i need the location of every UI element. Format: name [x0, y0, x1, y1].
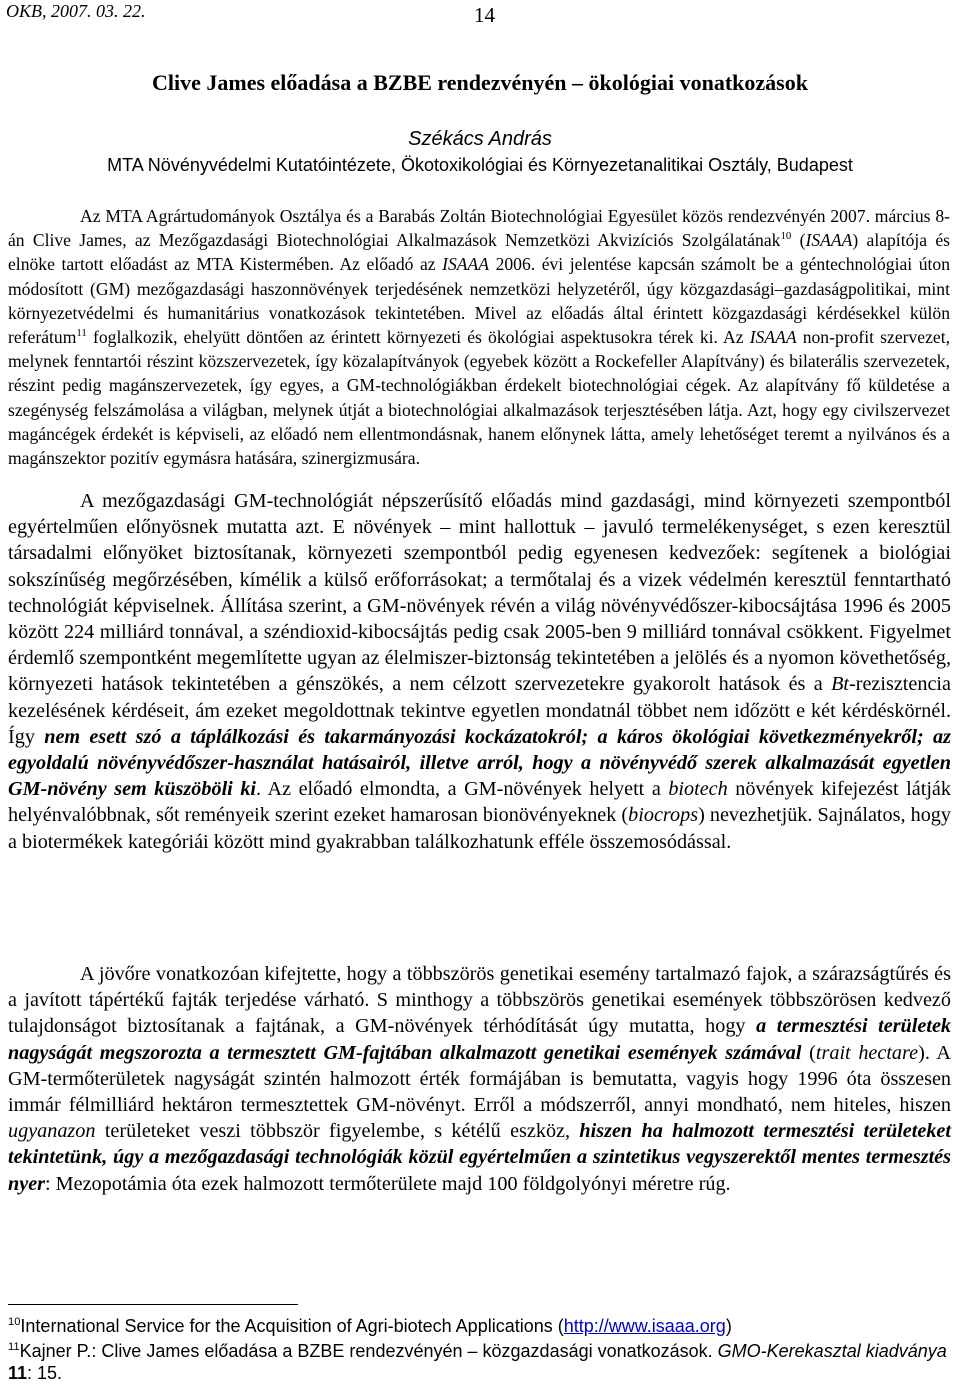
abstract-italic: ISAAA — [805, 230, 853, 251]
header-date: OKB, 2007. 03. 22. — [6, 1, 146, 21]
footnote-separator — [8, 1304, 298, 1305]
body-text: : Mezopotámia óta ezek halmozott termőterülete majd 100 földgolyónyi méretre rúg. — [45, 1172, 731, 1195]
footnote-number: 11 — [8, 1341, 20, 1353]
body-text: ( — [801, 1041, 816, 1064]
isaaa-link[interactable]: http://www.isaaa.org — [563, 1316, 726, 1336]
abstract-paragraph — [8, 204, 950, 470]
body-text: ) nevezhetjük. Sajnálatos, hogy a biotermékek kategóriái között mind gyakrabban találkozhatunk efféle összemosódással. — [8, 804, 951, 853]
body-text: ). A GM-termőterületek nagyságát szintén halmozott érték formájában is bemutatta, vagyis hogy 1996 óta összesen immár félmilliárd hektáron termesztettek GM-növényt. Erről a módszerről, annyi mondható, nem hiteles, hiszen — [8, 1041, 951, 1117]
body-paragraph-2 — [8, 961, 951, 1197]
abstract-italic: ISAAA — [442, 254, 490, 275]
body-text: -rezisztencia kezelésének kérdéseit, ám ezeket megoldottnak tekintve egyetlen mondatnál többet nem időzött e két kérdéskörnél. Így — [8, 673, 951, 748]
footnote-text: ) — [725, 1316, 732, 1336]
abstract-text: ( — [791, 230, 806, 251]
body-text: A jövőre vonatkozóan kifejtette, hogy a többszörös genetikai esemény tartalmazó fajok, a szárazságtűrés és a javított tápértékű fajták terjedése várható. S minthogy a többszörös genetikai események többszörösen kedvező tulajdonságot biztosítanak a fajtának, a GM-növények térhódítását úgy mutatta, hogy — [8, 963, 951, 1038]
body-text: . Az előadó elmondta, a GM-növények helyett a — [256, 778, 669, 801]
footnote-ref-11[interactable]: 11 — [76, 327, 87, 340]
body-italic: biocrops — [628, 804, 699, 827]
body-text: növények kifejezést látják helyénvalóbbnak, sőt reményeik szerint ezeket hamarosan bionövényeknek ( — [8, 778, 951, 827]
footnote-text: : 15. — [27, 1363, 63, 1383]
body-italic: trait hectare — [815, 1041, 919, 1064]
page-number: 14 — [474, 3, 495, 27]
abstract-text: non-profit szervezet, melynek fenntartói részint közszervezetek, így közalapítványok (egyebek között a Rockefeller Alapítvány) és bilaterális szervezetek, részint pedig magánszervezetek, így egyes, a GM-technológiákban érdekelt biotechnológiai cégek. Az alapítvány fő küldetése a szegénység felszámolása a világban, melynek útját a biotechnológiai alkalmazások terjesztésében látja. Azt, hogy egy civilszervezet magáncégek érdekét is képviseli, az előadó nem ellentmondásnak, hanem előnynek látta, amely lehetőséget teremt a nyilvános és a magánszektor pozitív egymásra hatására, szinergizmusára. — [8, 327, 950, 469]
body-text: A mezőgazdasági GM-technológiát népszerűsítő előadás mind gazdasági, mind környezeti szempontból egyértelműen előnyösnek mutatta azt. E növények – mint hallottuk – javuló termelékenységet, s ezen keresztül társadalmi előnyöket biztosítanak, környezeti szempontból pedig egyenesen kedvezőek: segítenek a biológiai sokszínűség megőrzésében, kímélik a külső erőforrásokat; a termőtalaj és a vizek védelmén keresztül fenntartható technológiát képviselnek. Állítása szerint, a GM-növények révén a világ növényvédőszer-kibocsájtása 1996 és 2005 között 224 milliárd tonnával, a széndioxid-kibocsájtás pedig csak 2005-ben 9 milliárd tonnával csökkent. Figyelmet érdemlő szempontként megemlítette ugyan az élelmiszer-biztonság tekintetében a jelölés és a nyomon követhetőség, környezeti hatások tekintetében a génszökés, a nem célzott szervezetekre gyakorolt hatások és a — [8, 490, 951, 696]
footnote-bold: 11 — [8, 1363, 28, 1383]
body-bold-italic: hiszen ha halmozott termesztési területeket tekintetünk, úgy a mezőgazdasági technológiák közül egyértelműen a szintetikus vegyszerektől mentes termesztés nyer — [8, 1120, 951, 1195]
abstract-text: ) alapítója és elnöke tartott előadást az MTA Kistermében. Az előadó az — [8, 230, 950, 275]
abstract-text: 2006. évi jelentése kapcsán számolt be a géntechnológiai úton módosított (GM) mezőgazdasági haszonnövények terjedésének nemzetközi helyzetéről, úgy közgazdasági–gazdaságpolitikai, mint környezetvédelmi és humanitárius vonatkozások tekintetében. Mivel az előadás által érintett közgazdasági kérdésekkel külön referátum — [8, 254, 950, 348]
body-italic: biotech — [668, 778, 728, 801]
body-italic: Bt — [831, 673, 850, 696]
footnote-number: 10 — [8, 1316, 21, 1328]
body-italic: ugyanazon — [8, 1120, 96, 1143]
body-bold-italic: nem esett szó a táplálkozási és takarmányozási kockázatokról; a káros ökológiai következményekről; az egyoldalú növényvédőszer-használat hatásairól, illetve arról, hogy a növényvédő szerek alkalmazását egyetlen GM-növény sem küszöböli ki — [8, 725, 951, 801]
page-title: Clive James előadása a BZBE rendezvényén – ökológiai vonatkozások — [152, 70, 808, 95]
footnote-11 — [8, 1340, 953, 1384]
footnote-italic: GMO-Kerekasztal kiadványa — [717, 1341, 947, 1361]
body-bold-italic: a termesztési területek nagyságát megszorozta a termesztett GM-fajtában alkalmazott genetikai események számával — [8, 1015, 952, 1064]
abstract-text: foglalkozik, ehelyütt döntően az érintett környezeti és ökológiai aspektusokra térek ki. Az — [86, 327, 750, 348]
footnote-text: Kajner P.: Clive James előadása a BZBE rendezvényén – közgazdasági vonatkozások. — [19, 1341, 718, 1361]
footnote-10 — [8, 1315, 953, 1337]
author-affiliation: MTA Növényvédelmi Kutatóintézete, Ökotoxikológiai és Környezetanalitikai Osztály, Budapest — [107, 155, 853, 175]
footnote-ref-10[interactable]: 10 — [780, 230, 792, 243]
author-name: Székács András — [408, 128, 552, 150]
abstract-text: Az MTA Agrártudományok Osztálya és a Barabás Zoltán Biotechnológiai Egyesület közös rendezvényén 2007. március 8-án Clive James, az Mezőgazdasági Biotechnológiai Alkalmazások Nemzetközi Akvizíciós Szolgálatának — [8, 206, 950, 251]
footnote-text: International Service for the Acquisition of Agri-biotech Applications ( — [20, 1316, 564, 1336]
body-paragraph-1 — [8, 488, 951, 855]
abstract-italic: ISAAA — [749, 327, 797, 348]
body-text: területeket veszi többször figyelembe, s kétélű eszköz, — [95, 1120, 580, 1143]
